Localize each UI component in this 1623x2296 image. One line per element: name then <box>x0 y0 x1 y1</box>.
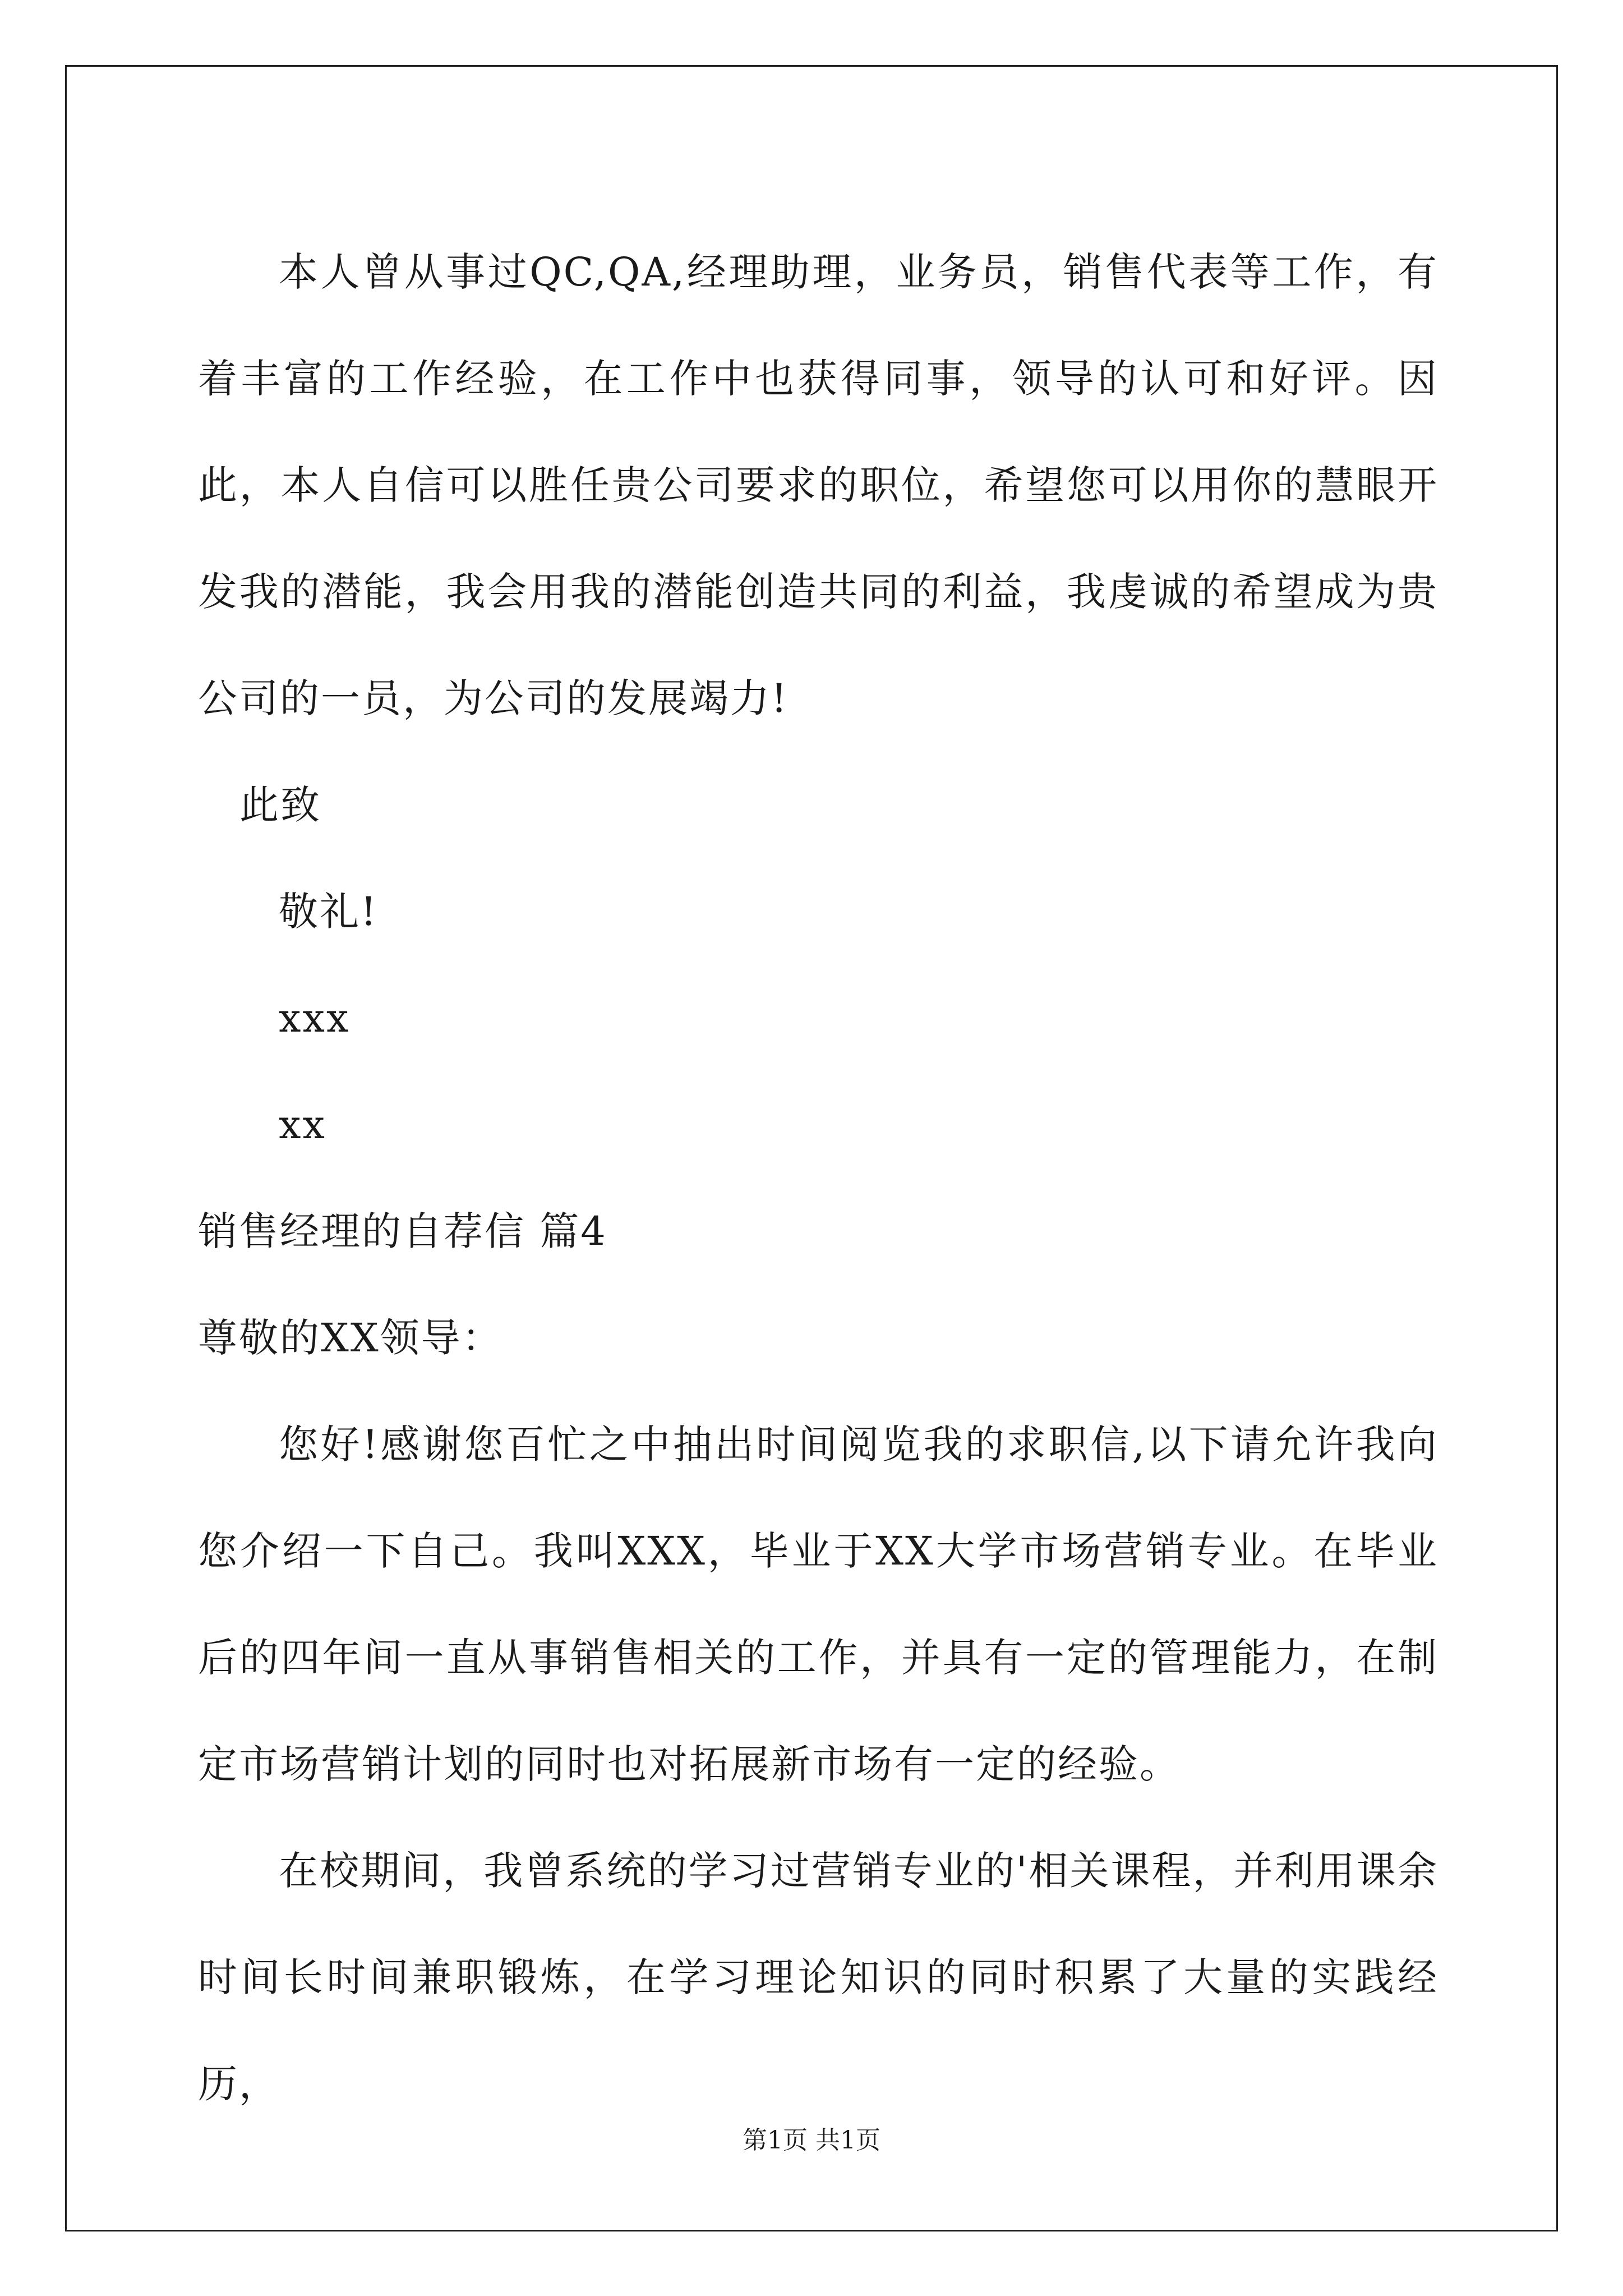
paragraph-experience: 本人曾从事过QC,QA,经理助理，业务员，销售代表等工作，有着丰富的工作经验，在工作中也获得同事，领导的认可和好评。因此，本人自信可以胜任贵公司要求的职位，希望您可以用你的慧眼开发我的潜能，我会用我的潜能创造共同的利益，我虔诚的希望成为贵公司的一员，为公司的发展竭力! <box>198 249 1438 721</box>
greeting: 尊敬的XX领导： <box>198 1315 503 1361</box>
document-body <box>198 219 1438 2137</box>
page-number-footer: 第1页 共1页 <box>743 2126 880 2155</box>
closing-salutation: 此致 <box>239 782 321 828</box>
signature-name: xxx <box>279 995 351 1041</box>
paragraph-introduction: 您好!感谢您百忙之中抽出时间阅览我的求职信,以下请允许我向您介绍一下自己。我叫XXX，毕业于XX大学市场营销专业。在毕业后的四年间一直从事销售相关的工作，并具有一定的管理能力，在制定市场营销计划的同时也对拓展新市场有一定的经验。 <box>198 1421 1438 1787</box>
signature-date: xx <box>279 1102 326 1148</box>
closing-regards: 敬礼! <box>279 889 379 935</box>
paragraph-education: 在校期间，我曾系统的学习过营销专业的'相关课程，并利用课余时间长时间兼职锻炼，在学习理论知识的同时积累了大量的实践经历， <box>198 1848 1438 2107</box>
section-heading: 销售经理的自荐信 篇4 <box>198 1208 607 1254</box>
